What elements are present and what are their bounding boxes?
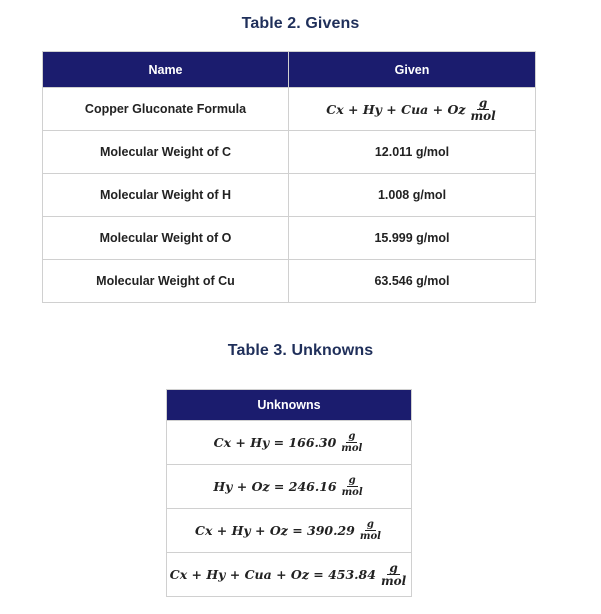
table-row bbox=[167, 421, 412, 465]
equation-text: Cx + Hy = 166.30 bbox=[213, 435, 337, 450]
row-given-formula bbox=[289, 88, 536, 131]
unit-denominator: mol bbox=[341, 487, 363, 498]
unit-denominator: mol bbox=[470, 108, 496, 123]
row-name: Molecular Weight of C bbox=[43, 131, 289, 174]
table-row bbox=[167, 509, 412, 553]
unit-numerator: g bbox=[478, 95, 488, 110]
table2-caption: Table 2. Givens bbox=[241, 15, 360, 32]
table-row bbox=[167, 553, 412, 597]
unknowns-table bbox=[166, 389, 412, 597]
formula-expression bbox=[326, 97, 497, 122]
unit-denominator: mol bbox=[380, 574, 407, 588]
table-row bbox=[43, 131, 536, 174]
unit-denominator: mol bbox=[341, 443, 363, 454]
equation-text: Cx + Hy + Cua + Oz = 453.84 bbox=[169, 567, 376, 582]
row-given: 63.546 g/mol bbox=[289, 260, 536, 303]
table-header-row bbox=[43, 52, 536, 88]
unit-numerator: g bbox=[348, 475, 356, 486]
column-header-unknowns: Unknowns bbox=[167, 390, 412, 421]
formula-text: Cx + Hy + Cua + Oz bbox=[326, 101, 466, 117]
unit-numerator: g bbox=[348, 431, 356, 442]
unit-fraction bbox=[340, 475, 365, 498]
table-row bbox=[167, 465, 412, 509]
unknown-equation-cell bbox=[167, 553, 412, 597]
row-name: Molecular Weight of Cu bbox=[43, 260, 289, 303]
table-row bbox=[43, 174, 536, 217]
givens-table bbox=[42, 51, 536, 303]
row-name: Molecular Weight of H bbox=[43, 174, 289, 217]
row-name: Copper Gluconate Formula bbox=[43, 88, 289, 131]
unit-numerator: g bbox=[366, 519, 374, 530]
table-row bbox=[43, 217, 536, 260]
table-row bbox=[43, 88, 536, 131]
equation-text: Cx + Hy + Oz = 390.29 bbox=[195, 523, 355, 538]
unit-numerator: g bbox=[389, 561, 398, 575]
table-header-row bbox=[167, 390, 412, 421]
equation bbox=[170, 562, 408, 587]
row-given: 15.999 g/mol bbox=[289, 217, 536, 260]
table3-caption: Table 3. Unknowns bbox=[227, 342, 374, 359]
equation bbox=[213, 475, 364, 498]
equation-text: Hy + Oz = 246.16 bbox=[213, 479, 337, 494]
row-name: Molecular Weight of O bbox=[43, 217, 289, 260]
equation bbox=[195, 519, 383, 542]
unknown-equation-cell bbox=[167, 509, 412, 553]
column-header-name: Name bbox=[43, 52, 289, 88]
unit-fraction bbox=[358, 519, 383, 542]
unit-denominator: mol bbox=[359, 531, 381, 542]
unknown-equation-cell bbox=[167, 421, 412, 465]
equation bbox=[214, 431, 365, 454]
row-given: 1.008 g/mol bbox=[289, 174, 536, 217]
row-given: 12.011 g/mol bbox=[289, 131, 536, 174]
column-header-given: Given bbox=[289, 52, 536, 88]
table-row bbox=[43, 260, 536, 303]
unit-fraction bbox=[468, 97, 497, 122]
unit-fraction bbox=[339, 431, 364, 454]
unit-fraction bbox=[379, 562, 408, 587]
unknown-equation-cell bbox=[167, 465, 412, 509]
